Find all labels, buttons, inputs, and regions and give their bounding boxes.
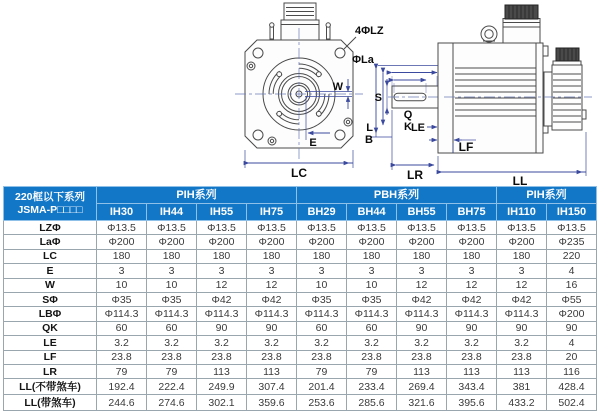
- spec-cell: 180: [447, 249, 497, 263]
- spec-cell: 4: [547, 336, 597, 350]
- spec-cell: 180: [347, 249, 397, 263]
- spec-cell: Φ200: [297, 235, 347, 249]
- spec-cell: 23.8: [297, 350, 347, 364]
- spec-cell: 60: [347, 321, 397, 335]
- front-pin-left: [270, 26, 274, 39]
- spec-cell: 244.6: [97, 395, 147, 411]
- spec-cell: 201.4: [297, 379, 347, 395]
- spec-cell: 180: [197, 249, 247, 263]
- spec-cell: 321.6: [397, 395, 447, 411]
- table-corner-header: 220框以下系列 JSMA-P□□□□: [4, 187, 97, 221]
- spec-cell: Φ13.5: [97, 221, 147, 235]
- spec-cell: 222.4: [147, 379, 197, 395]
- front-view-drawing: [235, 3, 384, 180]
- spec-cell: 23.8: [397, 350, 447, 364]
- spec-cell: 180: [97, 249, 147, 263]
- spec-cell: 23.8: [147, 350, 197, 364]
- spec-cell: Φ200: [397, 235, 447, 249]
- spec-cell: 113: [397, 364, 447, 378]
- spec-cell: Φ35: [147, 292, 197, 306]
- table-row: [4, 395, 597, 411]
- spec-cell: 3: [447, 264, 497, 278]
- spec-cell: 23.8: [247, 350, 297, 364]
- spec-cell: Φ200: [547, 307, 597, 321]
- spec-cell: 10: [347, 278, 397, 292]
- dim-label-la: ΦLa: [352, 54, 374, 66]
- spec-cell: Φ13.5: [247, 221, 297, 235]
- series-header: PIH系列: [497, 187, 597, 204]
- spec-cell: 3: [247, 264, 297, 278]
- eye-bolt: [481, 26, 497, 42]
- dim-label-4lz: 4ΦLZ: [355, 25, 384, 37]
- spec-cell: 302.1: [197, 395, 247, 411]
- dim-label-e: E: [309, 137, 317, 149]
- table-row: [4, 364, 597, 378]
- spec-cell: 12: [447, 278, 497, 292]
- spec-cell: 23.8: [97, 350, 147, 364]
- flange-hole: [335, 130, 345, 140]
- spec-cell: 113: [497, 364, 547, 378]
- spec-cell: Φ200: [147, 235, 197, 249]
- spec-cell: 116: [547, 364, 597, 378]
- spec-cell: 269.4: [397, 379, 447, 395]
- table-row: [4, 321, 597, 335]
- spec-cell: 3.2: [497, 336, 547, 350]
- spec-cell: 12: [397, 278, 447, 292]
- spec-cell: 3.2: [147, 336, 197, 350]
- model-header: BH29: [297, 204, 347, 221]
- table-row: [4, 292, 597, 306]
- spec-cell: 180: [147, 249, 197, 263]
- spec-cell: Φ35: [347, 292, 397, 306]
- dim-label-b: B: [365, 134, 373, 146]
- spec-cell: 60: [297, 321, 347, 335]
- spec-cell: 180: [397, 249, 447, 263]
- dim-label-k: K: [404, 121, 412, 133]
- spec-cell: Φ42: [397, 292, 447, 306]
- spec-cell: 79: [97, 364, 147, 378]
- table-row: [4, 278, 597, 292]
- table-row: [4, 249, 597, 263]
- spec-cell: Φ114.3: [97, 307, 147, 321]
- clip: [543, 46, 548, 56]
- spec-cell: 90: [547, 321, 597, 335]
- spec-cell: Φ200: [197, 235, 247, 249]
- row-label: LC: [4, 249, 97, 263]
- spec-cell: 90: [497, 321, 547, 335]
- spec-cell: Φ13.5: [547, 221, 597, 235]
- motor-rear-plate: [536, 43, 543, 153]
- spec-cell: Φ42: [197, 292, 247, 306]
- spec-cell: 90: [247, 321, 297, 335]
- spec-table: [3, 186, 597, 411]
- dim-label-s: S: [374, 92, 382, 104]
- spec-cell: Φ200: [497, 235, 547, 249]
- table-row: [4, 235, 597, 249]
- table-row: [4, 307, 597, 321]
- row-label: LZΦ: [4, 221, 97, 235]
- spec-cell: 180: [297, 249, 347, 263]
- side-view-drawing: [352, 5, 592, 186]
- model-header: IH44: [147, 204, 197, 221]
- spec-cell: 220: [547, 249, 597, 263]
- spec-cell: 3: [197, 264, 247, 278]
- spec-cell: 60: [147, 321, 197, 335]
- power-connector: [505, 5, 538, 19]
- spec-cell: 23.8: [497, 350, 547, 364]
- spec-cell: 3.2: [347, 336, 397, 350]
- spec-cell: 180: [497, 249, 547, 263]
- row-label: LaΦ: [4, 235, 97, 249]
- spec-cell: Φ200: [447, 235, 497, 249]
- model-header: IH150: [547, 204, 597, 221]
- dim-label-lc: LC: [291, 166, 307, 180]
- spec-cell: Φ235: [547, 235, 597, 249]
- spec-cell: 3: [347, 264, 397, 278]
- spec-cell: Φ200: [97, 235, 147, 249]
- row-label: LR: [4, 364, 97, 378]
- spec-cell: Φ42: [447, 292, 497, 306]
- spec-cell: Φ13.5: [147, 221, 197, 235]
- spec-cell: 343.4: [447, 379, 497, 395]
- spec-cell: 79: [147, 364, 197, 378]
- spec-cell: 113: [247, 364, 297, 378]
- flange-hole: [253, 48, 263, 58]
- spec-cell: 381: [497, 379, 547, 395]
- spec-cell: 10: [147, 278, 197, 292]
- spec-cell: 3.2: [247, 336, 297, 350]
- model-header: BH44: [347, 204, 397, 221]
- spec-cell: Φ42: [247, 292, 297, 306]
- dim-label-le: LE: [410, 122, 425, 134]
- spec-cell: 90: [397, 321, 447, 335]
- encoder-connector: [556, 48, 579, 61]
- row-label: E: [4, 264, 97, 278]
- spec-cell: 433.2: [497, 395, 547, 411]
- dim-label-l: L: [366, 122, 373, 134]
- spec-cell: Φ114.3: [397, 307, 447, 321]
- model-header: IH55: [197, 204, 247, 221]
- model-header: IH30: [97, 204, 147, 221]
- spec-cell: 10: [297, 278, 347, 292]
- spec-cell: 79: [297, 364, 347, 378]
- model-header: IH75: [247, 204, 297, 221]
- spec-cell: Φ114.3: [247, 307, 297, 321]
- series-header: PBH系列: [297, 187, 497, 204]
- row-label: W: [4, 278, 97, 292]
- model-header: BH75: [447, 204, 497, 221]
- table-row: [4, 264, 597, 278]
- dim-label-lf: LF: [458, 140, 474, 154]
- spec-cell: Φ13.5: [447, 221, 497, 235]
- spec-cell: 23.8: [197, 350, 247, 364]
- spec-cell: 23.8: [447, 350, 497, 364]
- spec-cell: Φ114.3: [497, 307, 547, 321]
- row-label: LL(带煞车): [4, 395, 97, 411]
- row-label: LBΦ: [4, 307, 97, 321]
- front-connector-base: [281, 20, 319, 40]
- table-row: [4, 336, 597, 350]
- junction-box: [503, 22, 540, 43]
- spec-cell: Φ114.3: [197, 307, 247, 321]
- spec-cell: 180: [247, 249, 297, 263]
- spec-cell: 23.8: [347, 350, 397, 364]
- spec-cell: 3: [397, 264, 447, 278]
- spec-cell: Φ200: [247, 235, 297, 249]
- spec-cell: Φ55: [547, 292, 597, 306]
- spec-cell: 3.2: [197, 336, 247, 350]
- spec-cell: 3.2: [397, 336, 447, 350]
- spec-cell: Φ13.5: [297, 221, 347, 235]
- row-label: SΦ: [4, 292, 97, 306]
- flange-hole: [335, 48, 345, 58]
- spec-cell: 359.6: [247, 395, 297, 411]
- motor-dimension-drawing: [0, 0, 600, 186]
- spec-cell: 3.2: [447, 336, 497, 350]
- spec-cell: 3: [497, 264, 547, 278]
- series-header: PIH系列: [97, 187, 297, 204]
- spec-cell: 192.4: [97, 379, 147, 395]
- spec-cell: 79: [347, 364, 397, 378]
- model-header: IH110: [497, 204, 547, 221]
- spec-cell: Φ42: [497, 292, 547, 306]
- flange-hole: [253, 130, 263, 140]
- row-label: QK: [4, 321, 97, 335]
- spec-cell: Φ35: [97, 292, 147, 306]
- spec-cell: 113: [447, 364, 497, 378]
- spec-cell: 3: [297, 264, 347, 278]
- spec-cell: 307.4: [247, 379, 297, 395]
- spec-cell: 253.6: [297, 395, 347, 411]
- table-row: [4, 379, 597, 395]
- spec-cell: Φ13.5: [197, 221, 247, 235]
- spec-cell: 12: [197, 278, 247, 292]
- spec-cell: Φ114.3: [297, 307, 347, 321]
- motor-flange-plate: [438, 43, 453, 153]
- spec-cell: Φ200: [347, 235, 397, 249]
- model-header: BH55: [397, 204, 447, 221]
- spec-cell: 249.9: [197, 379, 247, 395]
- spec-cell: 12: [247, 278, 297, 292]
- spec-cell: 285.6: [347, 395, 397, 411]
- spec-cell: 395.6: [447, 395, 497, 411]
- spec-cell: 3.2: [297, 336, 347, 350]
- spec-cell: 60: [97, 321, 147, 335]
- spec-cell: 274.6: [147, 395, 197, 411]
- spec-cell: 3: [147, 264, 197, 278]
- spec-cell: Φ35: [297, 292, 347, 306]
- dim-label-q: Q: [403, 109, 413, 121]
- dim-label-w: W: [332, 81, 343, 93]
- spec-cell: 4: [547, 264, 597, 278]
- encoder-tab: [582, 110, 586, 119]
- spec-cell: 113: [197, 364, 247, 378]
- table-row: [4, 221, 597, 235]
- spec-cell: 12: [497, 278, 547, 292]
- row-label: LL(不带煞车): [4, 379, 97, 395]
- dim-label-ll: LL: [512, 174, 528, 186]
- spec-cell: 3: [97, 264, 147, 278]
- spec-cell: Φ13.5: [347, 221, 397, 235]
- spec-cell: 90: [197, 321, 247, 335]
- row-label: LE: [4, 336, 97, 350]
- row-label: LF: [4, 350, 97, 364]
- spec-cell: 20: [547, 350, 597, 364]
- spec-cell: 10: [97, 278, 147, 292]
- spec-cell: 16: [547, 278, 597, 292]
- spec-cell: Φ13.5: [497, 221, 547, 235]
- spec-cell: 233.4: [347, 379, 397, 395]
- spec-cell: 3.2: [97, 336, 147, 350]
- spec-cell: Φ114.3: [347, 307, 397, 321]
- spec-cell: Φ114.3: [147, 307, 197, 321]
- front-pin-right: [327, 26, 331, 39]
- spec-cell: 90: [447, 321, 497, 335]
- spec-cell: Φ114.3: [447, 307, 497, 321]
- table-row: [4, 350, 597, 364]
- spec-cell: 502.4: [547, 395, 597, 411]
- dim-label-lr: LR: [407, 168, 423, 182]
- encoder-mount: [544, 72, 552, 126]
- spec-cell: 428.4: [547, 379, 597, 395]
- spec-cell: Φ13.5: [397, 221, 447, 235]
